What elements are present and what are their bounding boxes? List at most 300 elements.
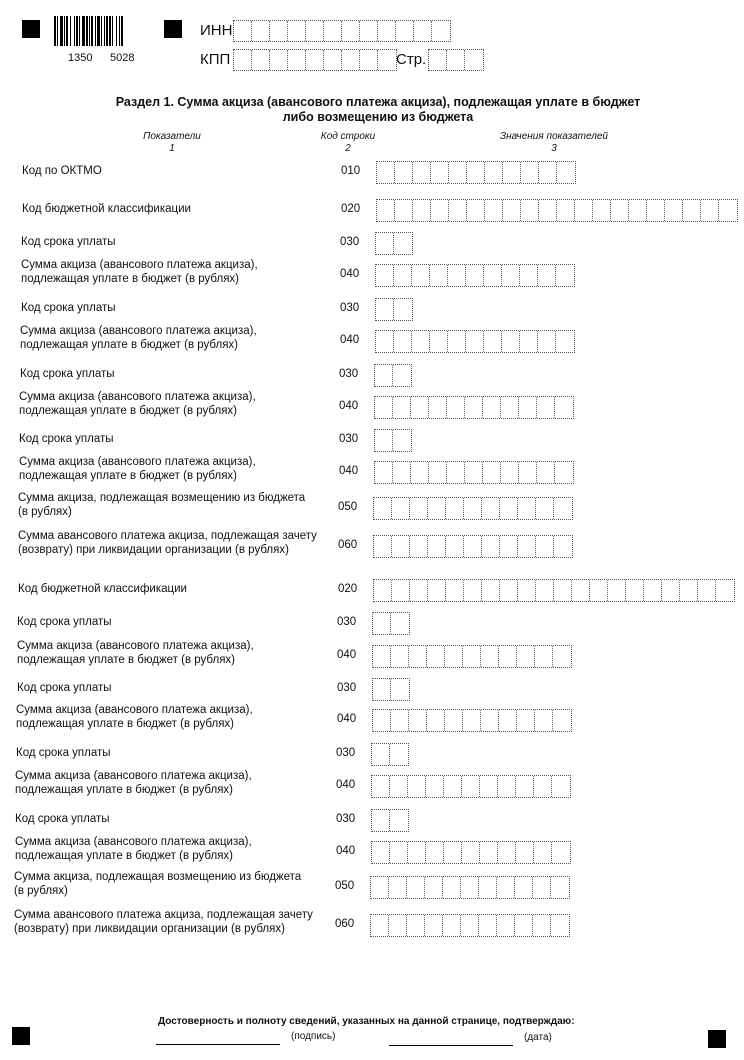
input-cell[interactable]	[412, 265, 430, 286]
input-cell[interactable]	[371, 915, 389, 936]
input-cell[interactable]	[554, 580, 572, 601]
row-value-field-040[interactable]	[375, 330, 575, 353]
input-cell[interactable]	[378, 21, 396, 41]
input-cell[interactable]	[538, 265, 556, 286]
input-cell[interactable]	[521, 162, 539, 183]
input-cell[interactable]	[539, 162, 557, 183]
input-cell[interactable]	[391, 710, 409, 731]
input-cell[interactable]	[497, 915, 515, 936]
input-cell[interactable]	[377, 162, 395, 183]
input-cell[interactable]	[306, 50, 324, 70]
input-cell[interactable]	[519, 462, 537, 483]
input-cell[interactable]	[432, 21, 450, 41]
input-cell[interactable]	[575, 200, 593, 221]
barcode	[54, 16, 150, 46]
input-cell[interactable]	[554, 536, 572, 557]
input-cell[interactable]	[411, 397, 429, 418]
input-cell[interactable]	[394, 331, 412, 352]
input-cell[interactable]	[479, 915, 497, 936]
page-number-field[interactable]	[428, 49, 484, 71]
input-cell[interactable]	[500, 536, 518, 557]
input-cell[interactable]	[537, 462, 555, 483]
input-cell[interactable]	[252, 21, 270, 41]
input-cell[interactable]	[373, 646, 391, 667]
input-cell[interactable]	[389, 915, 407, 936]
row-value-field-030[interactable]	[372, 678, 410, 701]
input-cell[interactable]	[534, 776, 552, 797]
row-code: 020	[338, 583, 358, 595]
column-header-values-num: 3	[551, 143, 557, 154]
row-label: Сумма авансового платежа акциза, подлежащая зачету (возврату) при ликвидации организации (в рублях)	[14, 909, 313, 935]
input-cell[interactable]	[501, 397, 519, 418]
input-cell[interactable]	[234, 50, 252, 70]
input-cell[interactable]	[306, 21, 324, 41]
corner-marker-bottom-right	[708, 1030, 726, 1048]
input-cell[interactable]	[445, 646, 463, 667]
kpp-label: КПП	[200, 51, 231, 68]
row-value-field-020[interactable]	[376, 199, 738, 222]
input-cell[interactable]	[376, 331, 394, 352]
input-cell[interactable]	[498, 842, 516, 863]
row-code: 050	[335, 880, 355, 892]
input-cell[interactable]	[516, 842, 534, 863]
input-cell[interactable]	[590, 580, 608, 601]
row-value-field-030[interactable]	[374, 364, 412, 387]
input-cell[interactable]	[446, 498, 464, 519]
row-value-field-060[interactable]	[373, 535, 573, 558]
input-cell[interactable]	[372, 744, 390, 765]
input-cell[interactable]	[360, 50, 378, 70]
input-cell[interactable]	[552, 842, 570, 863]
input-cell[interactable]	[515, 877, 533, 898]
input-cell[interactable]	[626, 580, 644, 601]
input-cell[interactable]	[376, 299, 394, 320]
row-label: Код срока уплаты	[21, 236, 116, 248]
input-cell[interactable]	[409, 710, 427, 731]
input-cell[interactable]	[409, 646, 427, 667]
input-cell[interactable]	[447, 50, 465, 70]
input-cell[interactable]	[553, 646, 571, 667]
input-cell[interactable]	[342, 21, 360, 41]
input-cell[interactable]	[428, 580, 446, 601]
input-cell[interactable]	[391, 679, 409, 700]
input-cell[interactable]	[551, 877, 569, 898]
input-cell[interactable]	[410, 536, 428, 557]
input-cell[interactable]	[396, 21, 414, 41]
input-cell[interactable]	[372, 776, 390, 797]
input-cell[interactable]	[481, 646, 499, 667]
input-cell[interactable]	[395, 200, 413, 221]
input-cell[interactable]	[390, 810, 408, 831]
input-cell[interactable]	[391, 646, 409, 667]
input-cell[interactable]	[521, 200, 539, 221]
input-cell[interactable]	[428, 536, 446, 557]
input-cell[interactable]	[429, 50, 447, 70]
input-cell[interactable]	[430, 331, 448, 352]
input-cell[interactable]	[390, 744, 408, 765]
input-cell[interactable]	[412, 331, 430, 352]
confirmation-text: Достоверность и полноту сведений, указанных на данной странице, подтверждаю:	[158, 1016, 575, 1027]
input-cell[interactable]	[431, 200, 449, 221]
row-label: Сумма акциза (авансового платежа акциза), подлежащая уплате в бюджет (в рублях)	[15, 770, 252, 796]
input-cell[interactable]	[481, 710, 499, 731]
input-cell[interactable]	[500, 498, 518, 519]
input-cell[interactable]	[394, 265, 412, 286]
input-cell[interactable]	[425, 915, 443, 936]
input-cell[interactable]	[408, 842, 426, 863]
row-label: Код по ОКТМО	[22, 165, 102, 177]
input-cell[interactable]	[465, 462, 483, 483]
input-cell[interactable]	[608, 580, 626, 601]
input-cell[interactable]	[410, 580, 428, 601]
input-cell[interactable]	[719, 200, 737, 221]
signature-line[interactable]	[156, 1044, 280, 1045]
corner-marker-bottom-left	[12, 1027, 30, 1045]
column-header-indicators	[112, 131, 232, 155]
input-cell[interactable]	[393, 430, 411, 451]
row-value-field-010[interactable]	[376, 161, 576, 184]
input-cell[interactable]	[431, 162, 449, 183]
row-value-field-040[interactable]	[375, 264, 575, 287]
row-label: Код бюджетной классификации	[18, 583, 187, 595]
input-cell[interactable]	[425, 877, 443, 898]
input-cell[interactable]	[554, 498, 572, 519]
input-cell[interactable]	[520, 265, 538, 286]
input-cell[interactable]	[288, 21, 306, 41]
input-cell[interactable]	[501, 462, 519, 483]
input-cell[interactable]	[430, 265, 448, 286]
input-cell[interactable]	[426, 776, 444, 797]
input-cell[interactable]	[464, 536, 482, 557]
row-label: Сумма акциза (авансового платежа акциза), подлежащая уплате в бюджет (в рублях)	[19, 456, 256, 482]
input-cell[interactable]	[483, 397, 501, 418]
input-cell[interactable]	[484, 331, 502, 352]
input-cell[interactable]	[374, 536, 392, 557]
row-value-field-030[interactable]	[371, 809, 409, 832]
input-cell[interactable]	[497, 877, 515, 898]
input-cell[interactable]	[429, 462, 447, 483]
row-code: 030	[336, 747, 356, 759]
input-cell[interactable]	[556, 331, 574, 352]
input-cell[interactable]	[324, 50, 342, 70]
input-cell[interactable]	[556, 265, 574, 286]
input-cell[interactable]	[552, 776, 570, 797]
row-code: 020	[341, 203, 361, 215]
input-cell[interactable]	[463, 710, 481, 731]
input-cell[interactable]	[392, 536, 410, 557]
row-value-field-030[interactable]	[371, 743, 409, 766]
corner-marker-top-left	[22, 20, 40, 38]
row-value-field-030[interactable]	[375, 298, 413, 321]
input-cell[interactable]	[376, 233, 394, 254]
input-cell[interactable]	[342, 50, 360, 70]
input-cell[interactable]	[538, 331, 556, 352]
input-cell[interactable]	[502, 331, 520, 352]
input-cell[interactable]	[375, 365, 393, 386]
row-code: 010	[341, 165, 361, 177]
input-cell[interactable]	[375, 397, 393, 418]
input-cell[interactable]	[533, 877, 551, 898]
row-label: Сумма акциза (авансового платежа акциза), подлежащая уплате в бюджет (в рублях)	[20, 325, 257, 351]
input-cell[interactable]	[394, 299, 412, 320]
input-cell[interactable]	[466, 331, 484, 352]
input-cell[interactable]	[462, 776, 480, 797]
input-cell[interactable]	[464, 498, 482, 519]
input-cell[interactable]	[375, 430, 393, 451]
input-cell[interactable]	[461, 877, 479, 898]
input-cell[interactable]	[448, 265, 466, 286]
input-cell[interactable]	[389, 877, 407, 898]
input-cell[interactable]	[698, 580, 716, 601]
row-label: Сумма акциза (авансового платежа акциза), подлежащая уплате в бюджет (в рублях)	[15, 836, 252, 862]
row-value-field-040[interactable]	[374, 461, 574, 484]
input-cell[interactable]	[484, 265, 502, 286]
input-cell[interactable]	[413, 162, 431, 183]
row-label: Сумма акциза (авансового платежа акциза), подлежащая уплате в бюджет (в рублях)	[17, 640, 254, 666]
row-label: Код срока уплаты	[17, 616, 112, 628]
row-code: 030	[340, 302, 360, 314]
row-code: 040	[340, 268, 360, 280]
input-cell[interactable]	[411, 462, 429, 483]
input-cell[interactable]	[393, 462, 411, 483]
input-cell[interactable]	[449, 162, 467, 183]
input-cell[interactable]	[665, 200, 683, 221]
input-cell[interactable]	[519, 397, 537, 418]
input-cell[interactable]	[270, 50, 288, 70]
input-cell[interactable]	[483, 462, 501, 483]
input-cell[interactable]	[407, 915, 425, 936]
row-label: Сумма акциза (авансового платежа акциза), подлежащая уплате в бюджет (в рублях)	[16, 704, 253, 730]
row-label: Код срока уплаты	[19, 433, 114, 445]
row-code: 060	[338, 539, 358, 551]
row-value-field-040[interactable]	[372, 645, 572, 668]
input-cell[interactable]	[445, 710, 463, 731]
row-code: 030	[339, 433, 359, 445]
column-header-indicators-name: Показатели	[143, 131, 201, 142]
input-cell[interactable]	[716, 580, 734, 601]
row-label: Код срока уплаты	[21, 302, 116, 314]
input-cell[interactable]	[390, 776, 408, 797]
input-cell[interactable]	[482, 498, 500, 519]
row-label: Код бюджетной классификации	[22, 203, 191, 215]
input-cell[interactable]	[429, 397, 447, 418]
input-cell[interactable]	[413, 200, 431, 221]
row-code: 060	[335, 918, 355, 930]
input-cell[interactable]	[553, 710, 571, 731]
input-cell[interactable]	[498, 776, 516, 797]
input-cell[interactable]	[377, 200, 395, 221]
input-cell[interactable]	[270, 21, 288, 41]
input-cell[interactable]	[447, 462, 465, 483]
input-cell[interactable]	[464, 580, 482, 601]
input-cell[interactable]	[503, 200, 521, 221]
input-cell[interactable]	[593, 200, 611, 221]
input-cell[interactable]	[324, 21, 342, 41]
input-cell[interactable]	[537, 397, 555, 418]
row-value-field-060[interactable]	[370, 914, 570, 937]
input-cell[interactable]	[449, 200, 467, 221]
row-code: 050	[338, 501, 358, 513]
row-code: 040	[337, 649, 357, 661]
input-cell[interactable]	[465, 50, 483, 70]
input-cell[interactable]	[252, 50, 270, 70]
row-label: Код срока уплаты	[16, 747, 111, 759]
row-value-field-040[interactable]	[374, 396, 574, 419]
input-cell[interactable]	[234, 21, 252, 41]
input-cell[interactable]	[414, 21, 432, 41]
input-cell[interactable]	[391, 613, 409, 634]
input-cell[interactable]	[536, 536, 554, 557]
inn-field[interactable]	[233, 20, 451, 42]
row-code: 040	[336, 845, 356, 857]
row-value-field-040[interactable]	[371, 841, 571, 864]
input-cell[interactable]	[557, 162, 575, 183]
input-cell[interactable]	[376, 265, 394, 286]
input-cell[interactable]	[374, 580, 392, 601]
row-code: 030	[339, 368, 359, 380]
row-code: 040	[337, 713, 357, 725]
input-cell[interactable]	[518, 536, 536, 557]
input-cell[interactable]	[463, 646, 481, 667]
input-cell[interactable]	[572, 580, 590, 601]
input-cell[interactable]	[360, 21, 378, 41]
input-cell[interactable]	[500, 580, 518, 601]
input-cell[interactable]	[443, 877, 461, 898]
input-cell[interactable]	[535, 646, 553, 667]
input-cell[interactable]	[374, 498, 392, 519]
input-cell[interactable]	[462, 842, 480, 863]
input-cell[interactable]	[701, 200, 719, 221]
input-cell[interactable]	[611, 200, 629, 221]
input-cell[interactable]	[517, 710, 535, 731]
input-cell[interactable]	[557, 200, 575, 221]
input-cell[interactable]	[408, 776, 426, 797]
input-cell[interactable]	[536, 580, 554, 601]
input-cell[interactable]	[683, 200, 701, 221]
input-cell[interactable]	[446, 536, 464, 557]
row-value-field-030[interactable]	[375, 232, 413, 255]
input-cell[interactable]	[502, 265, 520, 286]
input-cell[interactable]	[485, 200, 503, 221]
column-header-line-code	[303, 131, 393, 155]
input-cell[interactable]	[536, 498, 554, 519]
input-cell[interactable]	[485, 162, 503, 183]
input-cell[interactable]	[520, 331, 538, 352]
input-cell[interactable]	[499, 710, 517, 731]
row-code: 030	[336, 813, 356, 825]
input-cell[interactable]	[393, 365, 411, 386]
input-cell[interactable]	[390, 842, 408, 863]
row-code: 040	[336, 779, 356, 791]
input-cell[interactable]	[467, 200, 485, 221]
input-cell[interactable]	[535, 710, 553, 731]
row-value-field-050[interactable]	[370, 876, 570, 899]
input-cell[interactable]	[662, 580, 680, 601]
column-header-line-code-name: Код строки	[320, 131, 376, 142]
input-cell[interactable]	[518, 498, 536, 519]
input-cell[interactable]	[373, 710, 391, 731]
date-line[interactable]	[389, 1045, 513, 1046]
input-cell[interactable]	[479, 877, 497, 898]
row-label: Код срока уплаты	[15, 813, 110, 825]
input-cell[interactable]	[444, 842, 462, 863]
input-cell[interactable]	[482, 580, 500, 601]
input-cell[interactable]	[516, 776, 534, 797]
input-cell[interactable]	[629, 200, 647, 221]
input-cell[interactable]	[373, 613, 391, 634]
input-cell[interactable]	[444, 776, 462, 797]
input-cell[interactable]	[371, 877, 389, 898]
row-label: Код срока уплаты	[17, 682, 112, 694]
input-cell[interactable]	[517, 646, 535, 667]
input-cell[interactable]	[680, 580, 698, 601]
kpp-field[interactable]	[233, 49, 397, 71]
input-cell[interactable]	[372, 810, 390, 831]
row-value-field-040[interactable]	[372, 709, 572, 732]
row-code: 040	[339, 400, 359, 412]
input-cell[interactable]	[647, 200, 665, 221]
input-cell[interactable]	[499, 646, 517, 667]
input-cell[interactable]	[515, 915, 533, 936]
row-label: Сумма акциза (авансового платежа акциза), подлежащая уплате в бюджет (в рублях)	[19, 391, 256, 417]
input-cell[interactable]	[427, 646, 445, 667]
row-value-field-040[interactable]	[371, 775, 571, 798]
input-cell[interactable]	[465, 397, 483, 418]
input-cell[interactable]	[410, 498, 428, 519]
input-cell[interactable]	[533, 915, 551, 936]
input-cell[interactable]	[555, 462, 573, 483]
input-cell[interactable]	[443, 915, 461, 936]
row-value-field-050[interactable]	[373, 497, 573, 520]
input-cell[interactable]	[395, 162, 413, 183]
input-cell[interactable]	[482, 536, 500, 557]
row-value-field-020[interactable]	[373, 579, 735, 602]
row-value-field-030[interactable]	[374, 429, 412, 452]
input-cell[interactable]	[372, 842, 390, 863]
input-cell[interactable]	[373, 679, 391, 700]
input-cell[interactable]	[480, 842, 498, 863]
input-cell[interactable]	[393, 397, 411, 418]
input-cell[interactable]	[446, 580, 464, 601]
input-cell[interactable]	[392, 580, 410, 601]
input-cell[interactable]	[426, 842, 444, 863]
input-cell[interactable]	[503, 162, 521, 183]
input-cell[interactable]	[428, 498, 446, 519]
input-cell[interactable]	[427, 710, 445, 731]
input-cell[interactable]	[407, 877, 425, 898]
input-cell[interactable]	[644, 580, 662, 601]
date-caption: (дата)	[524, 1032, 552, 1043]
input-cell[interactable]	[378, 50, 396, 70]
input-cell[interactable]	[480, 776, 498, 797]
input-cell[interactable]	[551, 915, 569, 936]
input-cell[interactable]	[461, 915, 479, 936]
input-cell[interactable]	[466, 265, 484, 286]
input-cell[interactable]	[539, 200, 557, 221]
input-cell[interactable]	[447, 397, 465, 418]
input-cell[interactable]	[392, 498, 410, 519]
input-cell[interactable]	[467, 162, 485, 183]
input-cell[interactable]	[448, 331, 466, 352]
row-label: Сумма акциза, подлежащая возмещению из бюджета (в рублях)	[18, 492, 306, 518]
input-cell[interactable]	[375, 462, 393, 483]
input-cell[interactable]	[518, 580, 536, 601]
input-cell[interactable]	[288, 50, 306, 70]
input-cell[interactable]	[394, 233, 412, 254]
row-value-field-030[interactable]	[372, 612, 410, 635]
input-cell[interactable]	[555, 397, 573, 418]
input-cell[interactable]	[534, 842, 552, 863]
